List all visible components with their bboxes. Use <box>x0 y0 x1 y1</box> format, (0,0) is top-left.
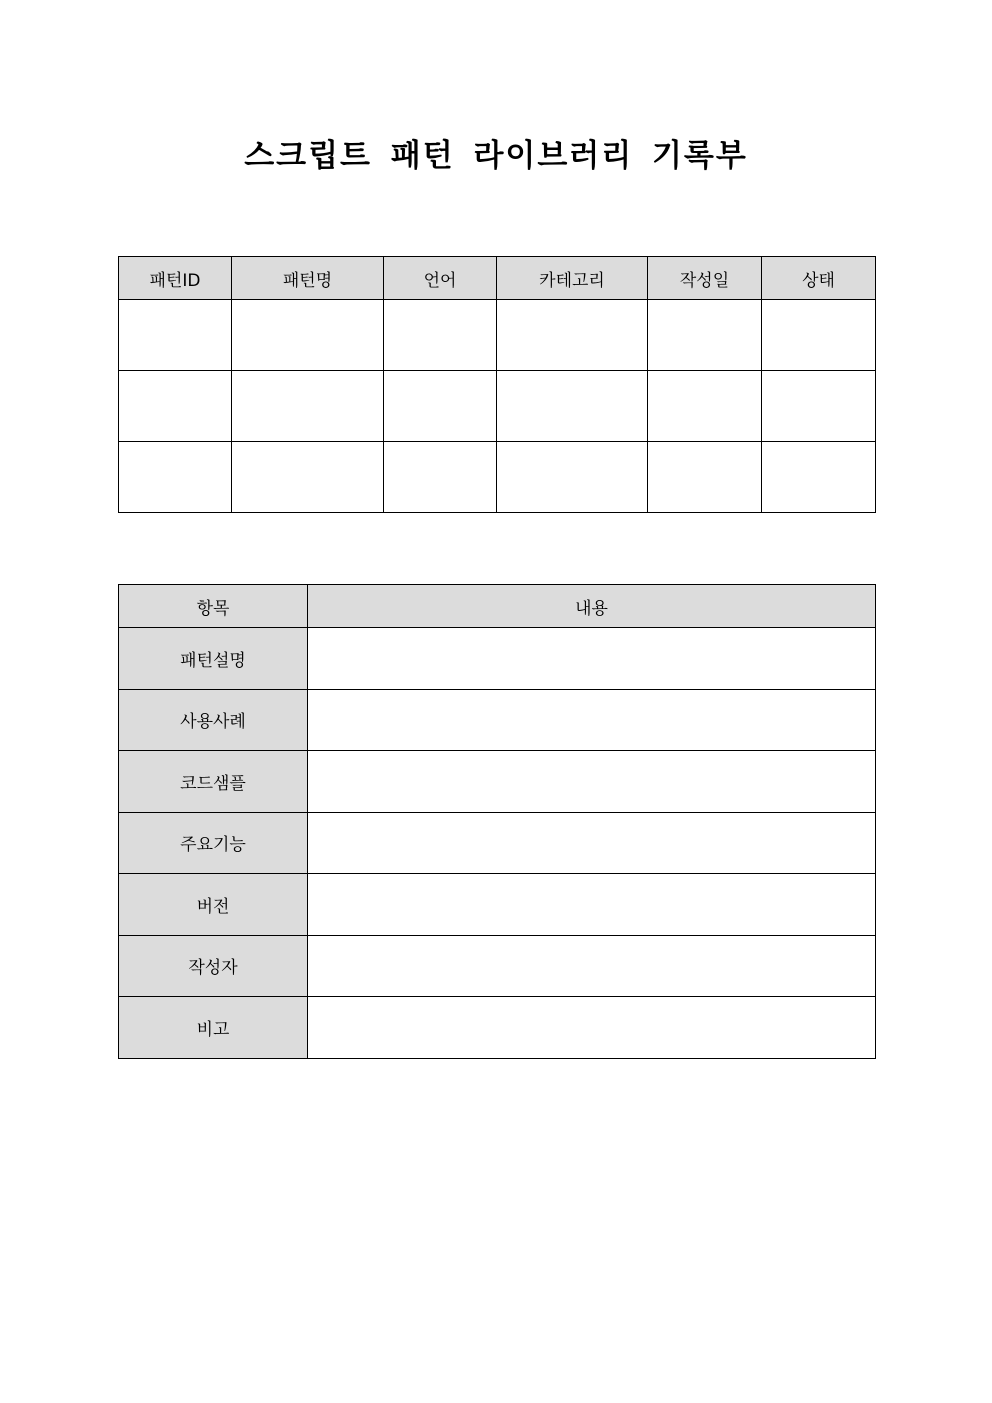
cell-pattern-name[interactable] <box>232 442 384 513</box>
pattern-list-table <box>118 256 876 513</box>
cell-date[interactable] <box>648 371 762 442</box>
column-header-category: 카테고리 <box>497 257 648 300</box>
cell-status[interactable] <box>762 442 876 513</box>
cell-language[interactable] <box>384 442 497 513</box>
table-header-row <box>119 257 876 300</box>
row-label: 작성자 <box>119 935 308 997</box>
cell-pattern-id[interactable] <box>119 300 232 371</box>
detail-row-use-case <box>119 689 876 751</box>
row-value-field[interactable] <box>308 935 876 997</box>
cell-language[interactable] <box>384 300 497 371</box>
detail-row-author <box>119 935 876 997</box>
table-row <box>119 371 876 442</box>
row-label: 패턴설명 <box>119 628 308 690</box>
cell-date[interactable] <box>648 300 762 371</box>
column-header-pattern-name: 패턴명 <box>232 257 384 300</box>
row-value-field[interactable] <box>308 751 876 813</box>
row-label: 주요기능 <box>119 812 308 874</box>
row-label: 버전 <box>119 874 308 936</box>
table-header-row <box>119 585 876 628</box>
detail-row-code-sample <box>119 751 876 813</box>
column-header-item: 항목 <box>119 585 308 628</box>
cell-language[interactable] <box>384 371 497 442</box>
column-header-content: 내용 <box>308 585 876 628</box>
cell-category[interactable] <box>497 300 648 371</box>
column-header-date: 작성일 <box>648 257 762 300</box>
cell-pattern-id[interactable] <box>119 371 232 442</box>
cell-status[interactable] <box>762 371 876 442</box>
cell-pattern-name[interactable] <box>232 300 384 371</box>
row-label: 코드샘플 <box>119 751 308 813</box>
column-header-status: 상태 <box>762 257 876 300</box>
detail-row-description <box>119 628 876 690</box>
pattern-detail-table <box>118 584 876 1059</box>
table-row <box>119 300 876 371</box>
table-row <box>119 442 876 513</box>
detail-row-notes <box>119 997 876 1059</box>
detail-row-features <box>119 812 876 874</box>
cell-pattern-name[interactable] <box>232 371 384 442</box>
cell-category[interactable] <box>497 442 648 513</box>
column-header-language: 언어 <box>384 257 497 300</box>
page-title: 스크립트 패턴 라이브러리 기록부 <box>244 138 748 174</box>
cell-pattern-id[interactable] <box>119 442 232 513</box>
row-value-field[interactable] <box>308 812 876 874</box>
row-value-field[interactable] <box>308 689 876 751</box>
row-value-field[interactable] <box>308 874 876 936</box>
row-label: 사용사례 <box>119 689 308 751</box>
cell-category[interactable] <box>497 371 648 442</box>
detail-row-version <box>119 874 876 936</box>
cell-status[interactable] <box>762 300 876 371</box>
cell-date[interactable] <box>648 442 762 513</box>
row-value-field[interactable] <box>308 628 876 690</box>
row-value-field[interactable] <box>308 997 876 1059</box>
column-header-pattern-id: 패턴ID <box>119 257 232 300</box>
row-label: 비고 <box>119 997 308 1059</box>
